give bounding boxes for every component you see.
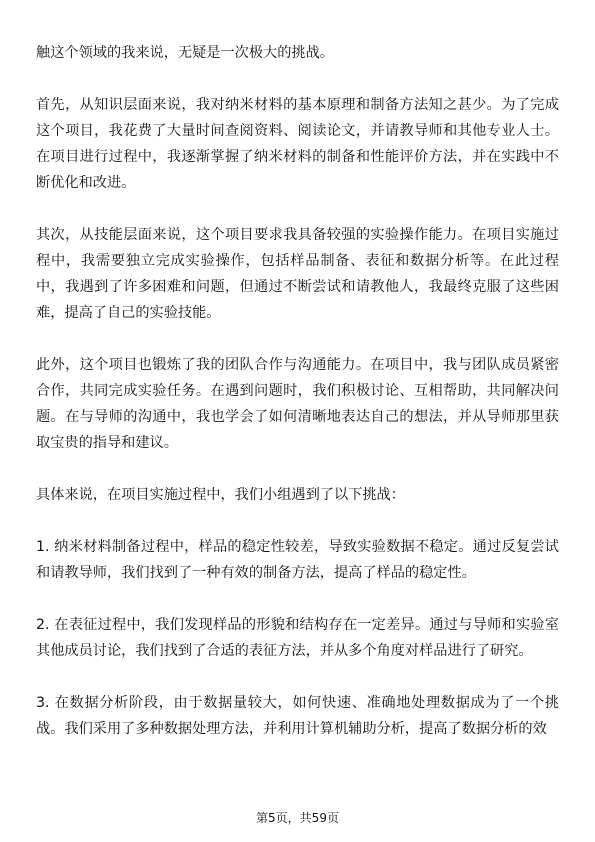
paragraph-knowledge: 首先，从知识层面来说，我对纳米材料的基本原理和制备方法知之甚少。为了完成这个项目，我花费了大量时间查阅资料、阅读论文，并请教导师和其他专业人士。在项目进行过程中，我逐渐掌握了纳米材料的制备和性能评价方法，并在实践中不断优化和改进。 (36, 97, 559, 191)
paragraph-challenges-intro: 具体来说，在项目实施过程中，我们小组遇到了以下挑战： (36, 487, 405, 503)
paragraph-skills: 其次，从技能层面来说，这个项目要求我具备较强的实验操作能力。在项目实施过程中，我需要独立完成实验操作，包括样品制备、表征和数据分析等。在此过程中，我遇到了许多困难和问题，但通过不断尝试和请教他人，我最终克服了这些困难，提高了自己的实验技能。 (36, 227, 559, 321)
list-item-challenge-1: 1. 纳米材料制备过程中，样品的稳定性较差，导致实验数据不稳定。通过反复尝试和请教导师，我们找到了一种有效的制备方法，提高了样品的稳定性。 (36, 539, 559, 581)
list-item-challenge-3: 3. 在数据分析阶段，由于数据量较大，如何快速、准确地处理数据成为了一个挑战。我们采用了多种数据处理方法，并利用计算机辅助分析，提高了数据分析的效 (36, 695, 559, 737)
paragraph-intro-tail: 触这个领域的我来说，无疑是一次极大的挑战。 (36, 45, 334, 61)
list-item-challenge-2: 2. 在表征过程中，我们发现样品的形貌和结构存在一定差异。通过与导师和实验室其他成员讨论，我们找到了合适的表征方法，并从多个角度对样品进行了研究。 (36, 617, 559, 659)
page-number-footer: 第5页，共59页 (256, 811, 339, 825)
paragraph-teamwork: 此外，这个项目也锻炼了我的团队合作与沟通能力。在项目中，我与团队成员紧密合作，共同完成实验任务。在遇到问题时，我们积极讨论、互相帮助，共同解决问题。在与导师的沟通中，我也学会了如何清晰地表达自己的想法，并从导师那里获取宝贵的指导和建议。 (36, 357, 559, 451)
document-body (36, 40, 559, 768)
